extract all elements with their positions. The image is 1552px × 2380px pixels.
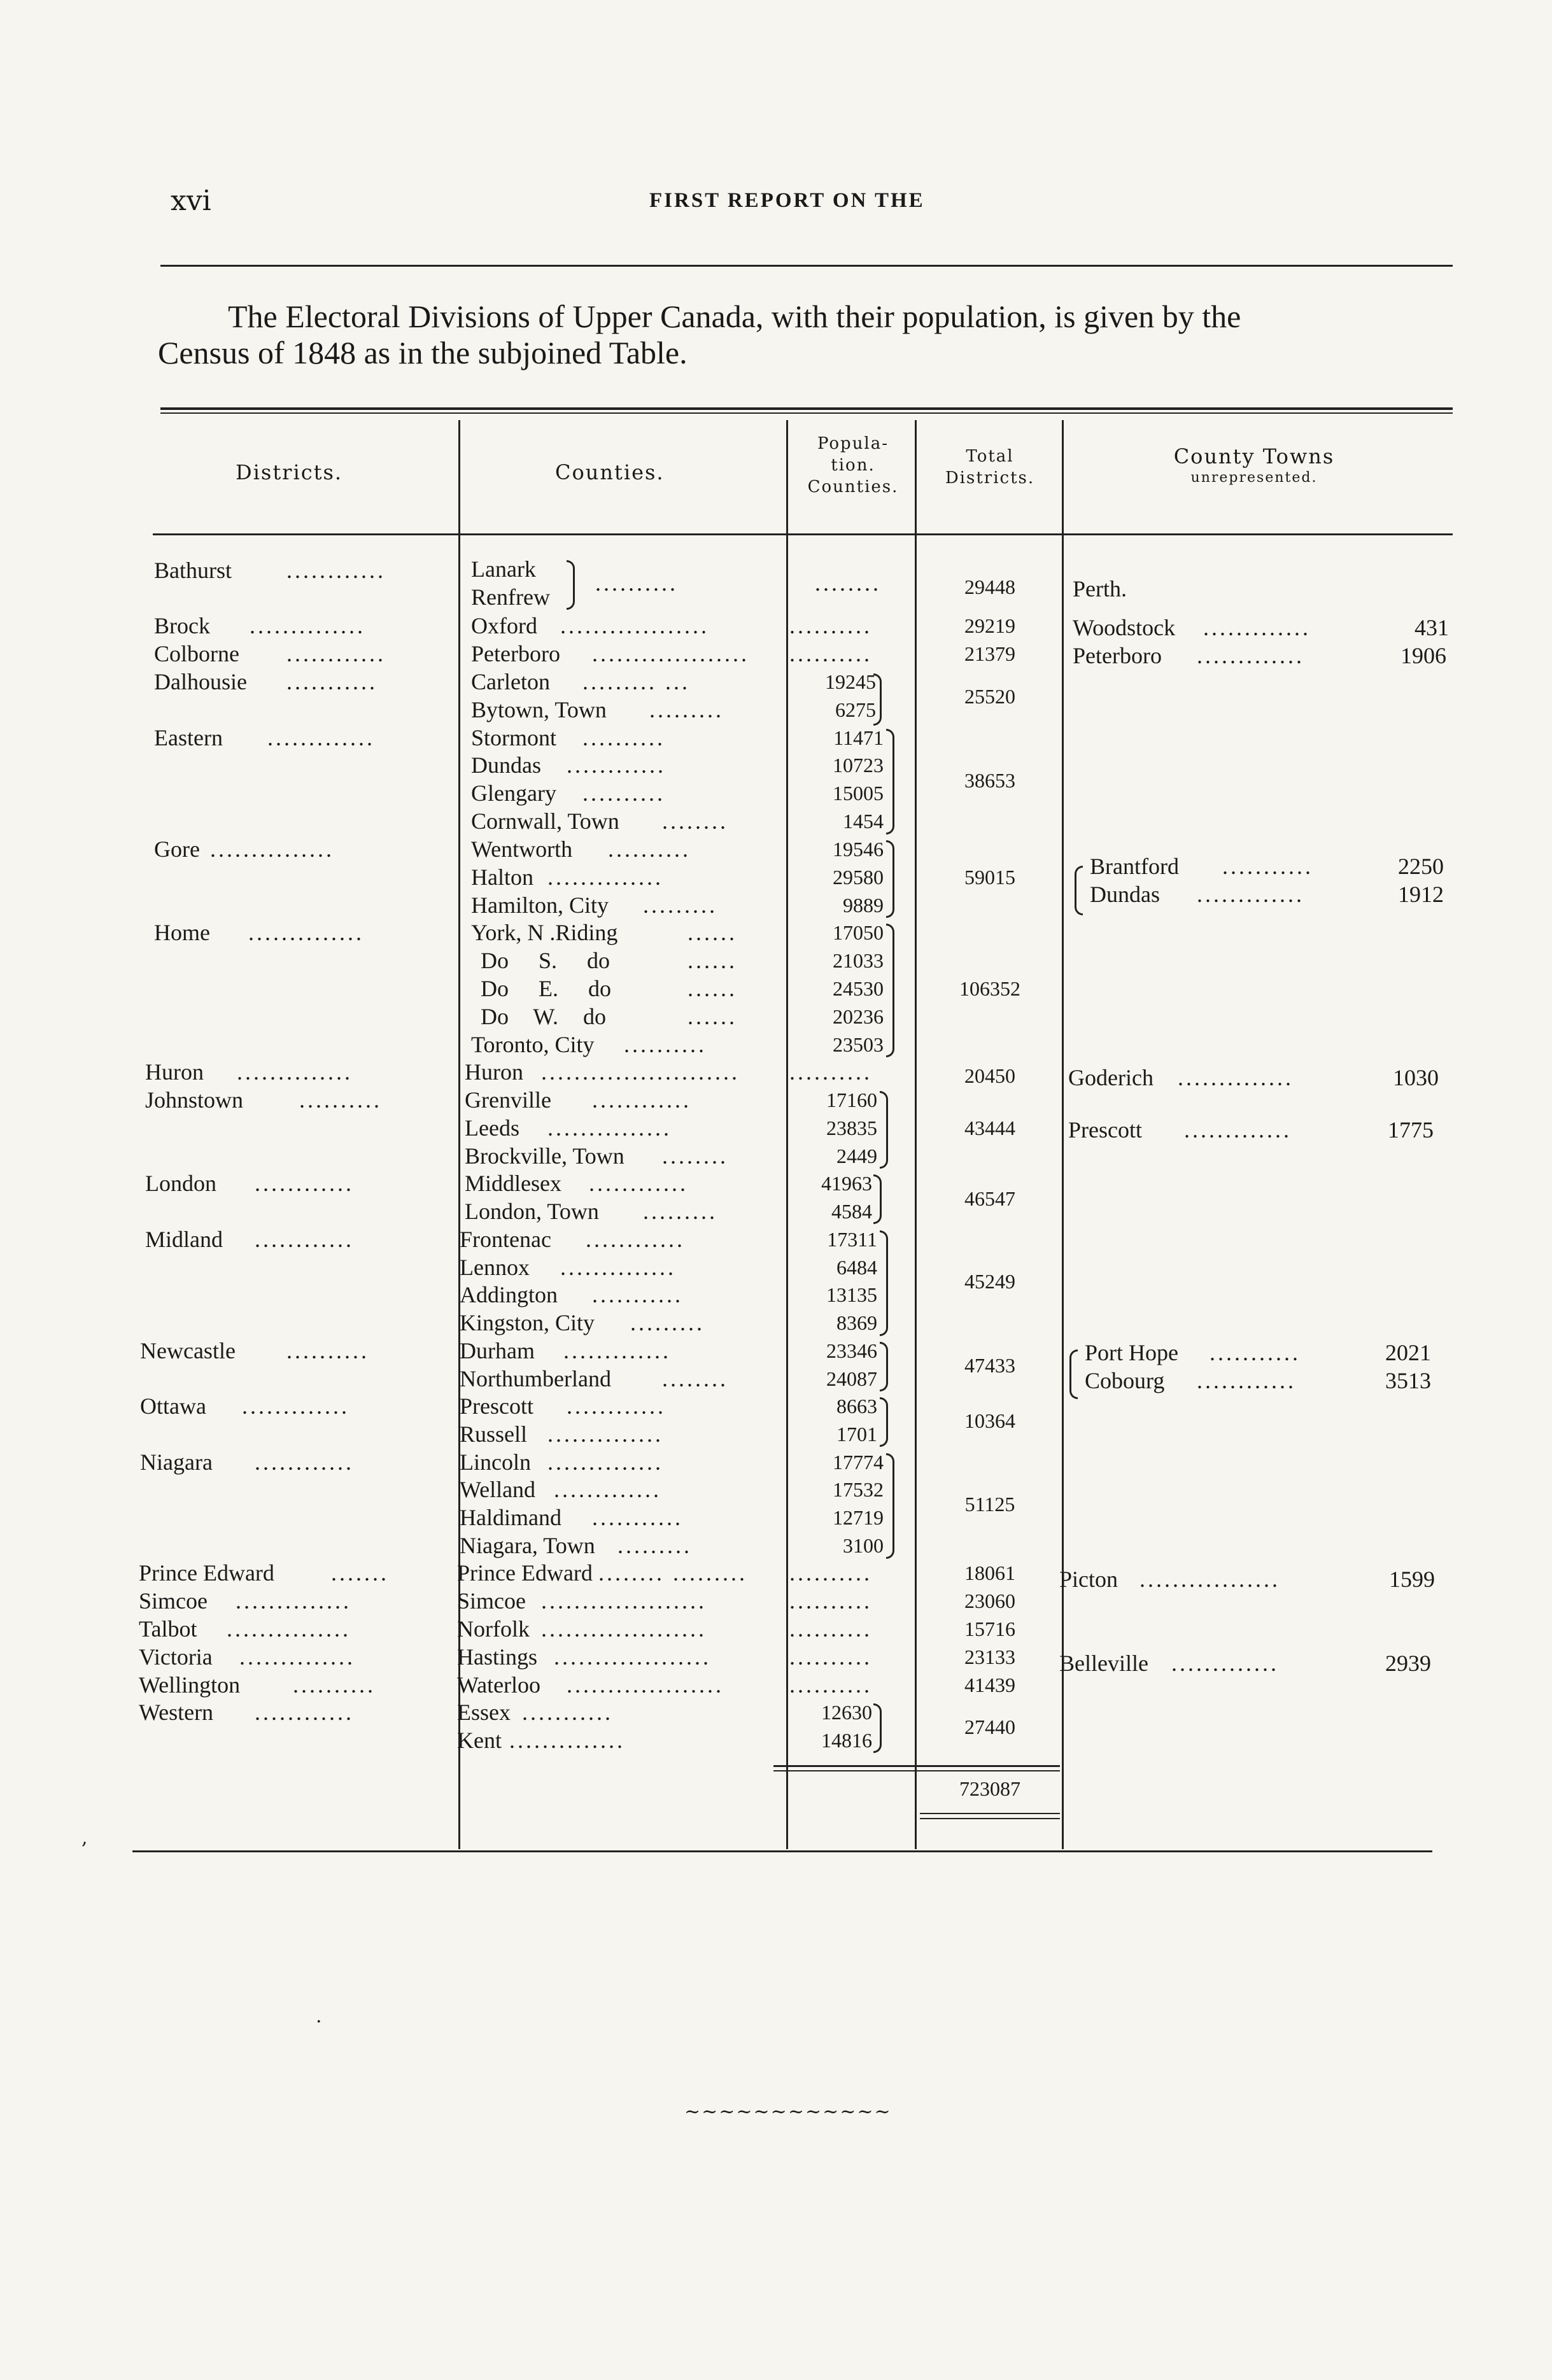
leader-dots: ..........: [608, 836, 691, 862]
population-value: 6275: [835, 698, 876, 721]
population-value: 23346: [826, 1339, 877, 1362]
county-town-name: Port Hope: [1085, 1340, 1178, 1365]
district-name: Bathurst: [154, 558, 232, 583]
leader-dots: .............: [1197, 643, 1304, 668]
population-value: 12630: [821, 1701, 872, 1724]
population-value: 10723: [833, 754, 884, 777]
county-name: Frontenac: [460, 1227, 551, 1252]
county-town-pop: 3513: [1385, 1368, 1431, 1393]
population-value: 8663: [836, 1395, 877, 1418]
leader-dots: ..........: [789, 1616, 872, 1642]
county-name: Essex: [457, 1700, 511, 1725]
district-total: 18061: [964, 1561, 1015, 1584]
county-name: Welland: [460, 1477, 536, 1502]
county-town-name: Prescott: [1068, 1117, 1142, 1143]
leader-dots: ....................: [541, 1616, 707, 1642]
intro-line-1: The Electoral Divisions of Upper Canada, with their population, is given by the: [228, 299, 1241, 334]
group-brace: [880, 1230, 888, 1336]
district-total: 106352: [959, 977, 1020, 1000]
county-town-pop: 1912: [1398, 882, 1444, 907]
population-value: 14816: [821, 1729, 872, 1752]
leader-dots: ............: [592, 1087, 691, 1113]
district-total: 20450: [964, 1064, 1015, 1087]
district-name: Midland: [145, 1227, 223, 1252]
population-value: 11471: [833, 726, 884, 749]
leader-dots: ............: [567, 752, 666, 778]
leader-dots: ...........: [1222, 854, 1313, 879]
leader-dots: ............: [1197, 1368, 1296, 1393]
leader-dots: ...............: [547, 1115, 672, 1141]
county-name: Prescott: [460, 1393, 533, 1419]
leader-dots: ............: [589, 1171, 688, 1196]
leader-dots: ..............: [547, 864, 663, 890]
stray-mark: ,: [81, 1827, 88, 1849]
county-town-name: Peterboro: [1073, 643, 1162, 668]
group-brace: [873, 673, 882, 726]
county-name: Bytown, Town: [471, 697, 607, 722]
county-name: Kingston, City: [460, 1310, 595, 1335]
district-total: 59015: [964, 866, 1015, 889]
population-value: 15005: [833, 782, 884, 805]
population-value: 19245: [825, 670, 876, 693]
leader-dots: ........: [662, 1143, 728, 1169]
district-name: Dalhousie: [154, 669, 247, 694]
sum-rule-2: [773, 1770, 1060, 1771]
leader-dots: ........: [662, 808, 728, 834]
population-value: 21033: [833, 949, 884, 972]
population-value: 23503: [833, 1033, 884, 1056]
leader-dots: ............: [255, 1227, 354, 1252]
leader-dots: ........: [815, 570, 881, 596]
group-brace: [873, 1174, 882, 1224]
sum-rule: [773, 1765, 1060, 1767]
group-brace: [886, 840, 894, 918]
county-name: Grenville: [465, 1087, 551, 1113]
county-name: Kent: [457, 1728, 502, 1753]
county-name: Lennox: [460, 1255, 530, 1280]
county-name: Prince Edward: [457, 1560, 593, 1586]
leader-dots: ........................: [541, 1059, 740, 1085]
population-value: 13135: [826, 1283, 877, 1306]
table-bottom-rule: [132, 1850, 1432, 1852]
leader-dots: ...................: [567, 1672, 724, 1698]
county-name: Durham: [460, 1338, 535, 1363]
stray-mark: .: [316, 2005, 322, 2027]
leader-dots: ..............: [560, 1255, 676, 1280]
leader-dots: ..........: [789, 1644, 872, 1670]
leader-dots: ...............: [227, 1616, 351, 1642]
leader-dots: .............: [563, 1338, 671, 1363]
district-total: 43444: [964, 1116, 1015, 1139]
header-rule: [160, 265, 1453, 267]
district-total: 23060: [964, 1589, 1015, 1612]
leader-dots: ..........: [582, 725, 665, 750]
district-total: 38653: [964, 769, 1015, 792]
county-name: Russell: [460, 1421, 528, 1447]
district-total: 46547: [964, 1187, 1015, 1210]
district-name: Gore: [154, 836, 200, 862]
population-value: 17050: [833, 921, 884, 944]
county-name: London, Town: [465, 1199, 599, 1224]
header-towns: County Towns unrepresented.: [1173, 444, 1335, 486]
county-town-name: Brantford: [1090, 854, 1179, 879]
county-name: Brockville, Town: [465, 1143, 624, 1169]
group-brace: [886, 729, 894, 834]
leader-dots: ............: [255, 1171, 354, 1196]
district-total: 41439: [964, 1673, 1015, 1696]
county-name: Leeds: [465, 1115, 519, 1141]
leader-dots: .........: [643, 1199, 717, 1224]
county-town-name: Belleville: [1059, 1651, 1148, 1676]
district-name: Eastern: [154, 725, 223, 750]
leader-dots: ...........: [592, 1282, 683, 1307]
leader-dots: ..........: [624, 1032, 707, 1057]
leader-dots: ..........: [595, 570, 678, 596]
population-value: 12719: [833, 1506, 884, 1529]
county-town-name: Cobourg: [1085, 1368, 1165, 1393]
leader-dots: ...........: [286, 669, 377, 694]
header-bottom-rule: [153, 533, 1453, 535]
leader-dots: ............: [286, 558, 386, 583]
page-number: xvi: [171, 185, 211, 217]
leader-dots: ...........: [592, 1505, 683, 1530]
leader-dots: ...........: [1210, 1340, 1301, 1365]
col-divider-4: [1062, 420, 1064, 1849]
leader-dots: ..........: [299, 1087, 382, 1113]
district-name: London: [145, 1171, 216, 1196]
county-name: Glengary: [471, 780, 556, 806]
district-total: 10364: [964, 1409, 1015, 1432]
leader-dots: ......: [688, 1004, 737, 1029]
leader-dots: ..............: [250, 613, 365, 638]
county-name: Niagara, Town: [460, 1533, 595, 1558]
population-value: 20236: [833, 1005, 884, 1028]
grand-total: 723087: [959, 1777, 1020, 1800]
county-name: Cornwall, Town: [471, 808, 619, 834]
leader-dots: .............: [267, 725, 375, 750]
col-divider-3: [915, 420, 917, 1849]
leader-dots: ..........: [789, 641, 872, 666]
county-name: Do E. do: [481, 976, 611, 1001]
header-population: Popula- tion. Counties.: [807, 434, 899, 496]
leader-dots: ...............: [210, 836, 334, 862]
district-total: 25520: [964, 685, 1015, 708]
leader-dots: .......: [331, 1560, 389, 1586]
county-town-pop: 2939: [1385, 1651, 1431, 1676]
district-total: 27440: [964, 1715, 1015, 1738]
district-total: 51125: [964, 1493, 1015, 1516]
district-name: Brock: [154, 613, 210, 638]
county-town-pop: 431: [1414, 615, 1449, 640]
leader-dots: ..........: [582, 780, 665, 806]
leader-dots: ...................: [592, 641, 749, 666]
district-name: Prince Edward: [139, 1560, 274, 1586]
county-name: Renfrew: [471, 584, 550, 610]
leader-dots: .............: [1184, 1117, 1292, 1143]
county-name: Toronto, City: [471, 1032, 595, 1057]
district-name: Niagara: [140, 1449, 213, 1475]
population-value: 41963: [821, 1172, 872, 1195]
county-name: Do W. do: [481, 1004, 607, 1029]
header-counties: Counties.: [555, 460, 665, 484]
county-name: Stormont: [471, 725, 557, 750]
district-total: 29219: [964, 614, 1015, 637]
leader-dots: ..........: [789, 1588, 872, 1614]
leader-dots: ..........: [789, 1560, 872, 1586]
population-value: 29580: [833, 866, 884, 889]
leader-dots: ..............: [547, 1421, 663, 1447]
leader-dots: ............: [286, 641, 386, 666]
district-name: Newcastle: [140, 1338, 236, 1363]
population-value: 6484: [836, 1256, 877, 1279]
leader-dots: ..........: [286, 1338, 369, 1363]
leader-dots: .............: [1203, 615, 1311, 640]
leader-dots: ....................: [541, 1588, 707, 1614]
leader-dots: ......: [688, 976, 737, 1001]
district-name: Western: [139, 1700, 214, 1725]
population-value: 17160: [826, 1088, 877, 1111]
county-town-name: Perth.: [1073, 576, 1127, 602]
leader-dots: ..............: [248, 920, 364, 945]
leader-dots: ........ .........: [598, 1560, 747, 1586]
district-name: Ottawa: [140, 1393, 206, 1419]
leader-dots: ..............: [509, 1728, 625, 1753]
county-name: Carleton: [471, 669, 550, 694]
district-total: 45249: [964, 1270, 1015, 1293]
county-name: Northumberland: [460, 1366, 611, 1391]
county-name: Hastings: [457, 1644, 537, 1670]
table-top-rule: [160, 407, 1453, 410]
group-brace: [567, 560, 575, 610]
district-total: 15716: [964, 1617, 1015, 1640]
leader-dots: ............: [255, 1700, 354, 1725]
county-name: Peterboro: [471, 641, 560, 666]
population-value: 2449: [836, 1144, 877, 1167]
leader-dots: .............: [242, 1393, 349, 1419]
group-brace: [880, 1342, 888, 1391]
leader-dots: ............: [586, 1227, 685, 1252]
county-name: Lanark: [471, 556, 536, 582]
leader-dots: .............: [1171, 1651, 1279, 1676]
town-brace: [1069, 1349, 1078, 1399]
leader-dots: .........: [630, 1310, 705, 1335]
table-top-rule-2: [160, 412, 1453, 414]
district-name: Johnstown: [145, 1087, 244, 1113]
district-total: 23133: [964, 1645, 1015, 1668]
population-value: 19546: [833, 838, 884, 861]
col-divider-2: [786, 420, 788, 1849]
leader-dots: .............: [1197, 882, 1304, 907]
group-brace: [873, 1703, 882, 1753]
population-value: 9889: [843, 894, 884, 917]
population-value: 1454: [843, 810, 884, 833]
leader-dots: ..............: [239, 1644, 355, 1670]
population-value: 23835: [826, 1116, 877, 1139]
county-name: Halton: [471, 864, 533, 890]
county-town-pop: 1906: [1400, 643, 1446, 668]
leader-dots: ......: [688, 948, 737, 973]
county-name: Simcoe: [457, 1588, 526, 1614]
group-brace: [880, 1091, 888, 1169]
district-name: Home: [154, 920, 210, 945]
county-town-pop: 2250: [1398, 854, 1444, 879]
district-total: 21379: [964, 642, 1015, 665]
county-name: Dundas: [471, 752, 541, 778]
district-name: Simcoe: [139, 1588, 208, 1614]
population-value: 1701: [836, 1423, 877, 1446]
grand-total-rule: [920, 1813, 1060, 1814]
leader-dots: .........: [617, 1533, 692, 1558]
leader-dots: ......: [688, 920, 737, 945]
district-name: Wellington: [139, 1672, 241, 1698]
leader-dots: .................: [1139, 1567, 1280, 1592]
leader-dots: ........: [662, 1366, 728, 1391]
leader-dots: ..............: [236, 1588, 351, 1614]
county-town-name: Picton: [1059, 1567, 1118, 1592]
leader-dots: ..................: [560, 613, 709, 638]
leader-dots: ............: [567, 1393, 666, 1419]
county-name: Wentworth: [471, 836, 573, 862]
population-value: 24087: [826, 1367, 877, 1390]
leader-dots: ...........: [522, 1700, 613, 1725]
leader-dots: ..........: [789, 1059, 872, 1085]
group-brace: [880, 1397, 888, 1447]
county-name: Waterloo: [457, 1672, 541, 1698]
county-name: Hamilton, City: [471, 892, 609, 918]
population-value: 4584: [831, 1200, 872, 1223]
population-value: 17774: [833, 1451, 884, 1474]
town-brace: [1075, 866, 1083, 915]
county-town-pop: 1775: [1388, 1117, 1434, 1143]
leader-dots: .........: [649, 697, 724, 722]
running-title: FIRST REPORT ON THE: [649, 189, 925, 212]
county-name: Huron: [465, 1059, 523, 1085]
population-value: 3100: [843, 1534, 884, 1557]
district-name: Huron: [145, 1059, 204, 1085]
county-name: Do S. do: [481, 948, 610, 973]
county-name: Middlesex: [465, 1171, 561, 1196]
county-name: Norfolk: [457, 1616, 530, 1642]
district-total: 47433: [964, 1354, 1015, 1377]
stray-mark: ~~~~~~~~~~~~: [684, 2101, 892, 2123]
header-districts: Districts.: [236, 460, 343, 484]
leader-dots: ..............: [547, 1449, 663, 1475]
group-brace: [886, 924, 894, 1057]
county-town-pop: 1030: [1393, 1065, 1439, 1090]
county-name: Addington: [460, 1282, 558, 1307]
county-name: Haldimand: [460, 1505, 561, 1530]
county-town-name: Dundas: [1090, 882, 1160, 907]
leader-dots: ............: [255, 1449, 354, 1475]
district-name: Victoria: [139, 1644, 213, 1670]
header-total: Total Districts.: [945, 447, 1035, 488]
leader-dots: .........: [643, 892, 717, 918]
leader-dots: ..............: [237, 1059, 353, 1085]
leader-dots: ..........: [789, 1672, 872, 1698]
county-name: Oxford: [471, 613, 537, 638]
grand-total-rule-2: [920, 1818, 1060, 1819]
county-town-name: Woodstock: [1073, 615, 1176, 640]
county-town-pop: 1599: [1389, 1567, 1435, 1592]
intro-line-2: Census of 1848 as in the subjoined Table.: [158, 335, 688, 370]
district-name: Colborne: [154, 641, 239, 666]
leader-dots: ..........: [789, 613, 872, 638]
population-value: 24530: [833, 977, 884, 1000]
district-name: Talbot: [139, 1616, 197, 1642]
district-total: 29448: [964, 575, 1015, 598]
county-name: Lincoln: [460, 1449, 531, 1475]
county-name: York, N .Riding: [471, 920, 618, 945]
county-town-name: Goderich: [1068, 1065, 1153, 1090]
group-brace: [886, 1453, 894, 1559]
leader-dots: ...................: [554, 1644, 711, 1670]
population-value: 17532: [833, 1478, 884, 1501]
leader-dots: .............: [554, 1477, 661, 1502]
leader-dots: ..........: [293, 1672, 376, 1698]
leader-dots: ......... ...: [582, 669, 690, 694]
population-value: 8369: [836, 1311, 877, 1334]
leader-dots: ..............: [1178, 1065, 1294, 1090]
county-town-pop: 2021: [1385, 1340, 1431, 1365]
population-value: 17311: [827, 1228, 877, 1251]
